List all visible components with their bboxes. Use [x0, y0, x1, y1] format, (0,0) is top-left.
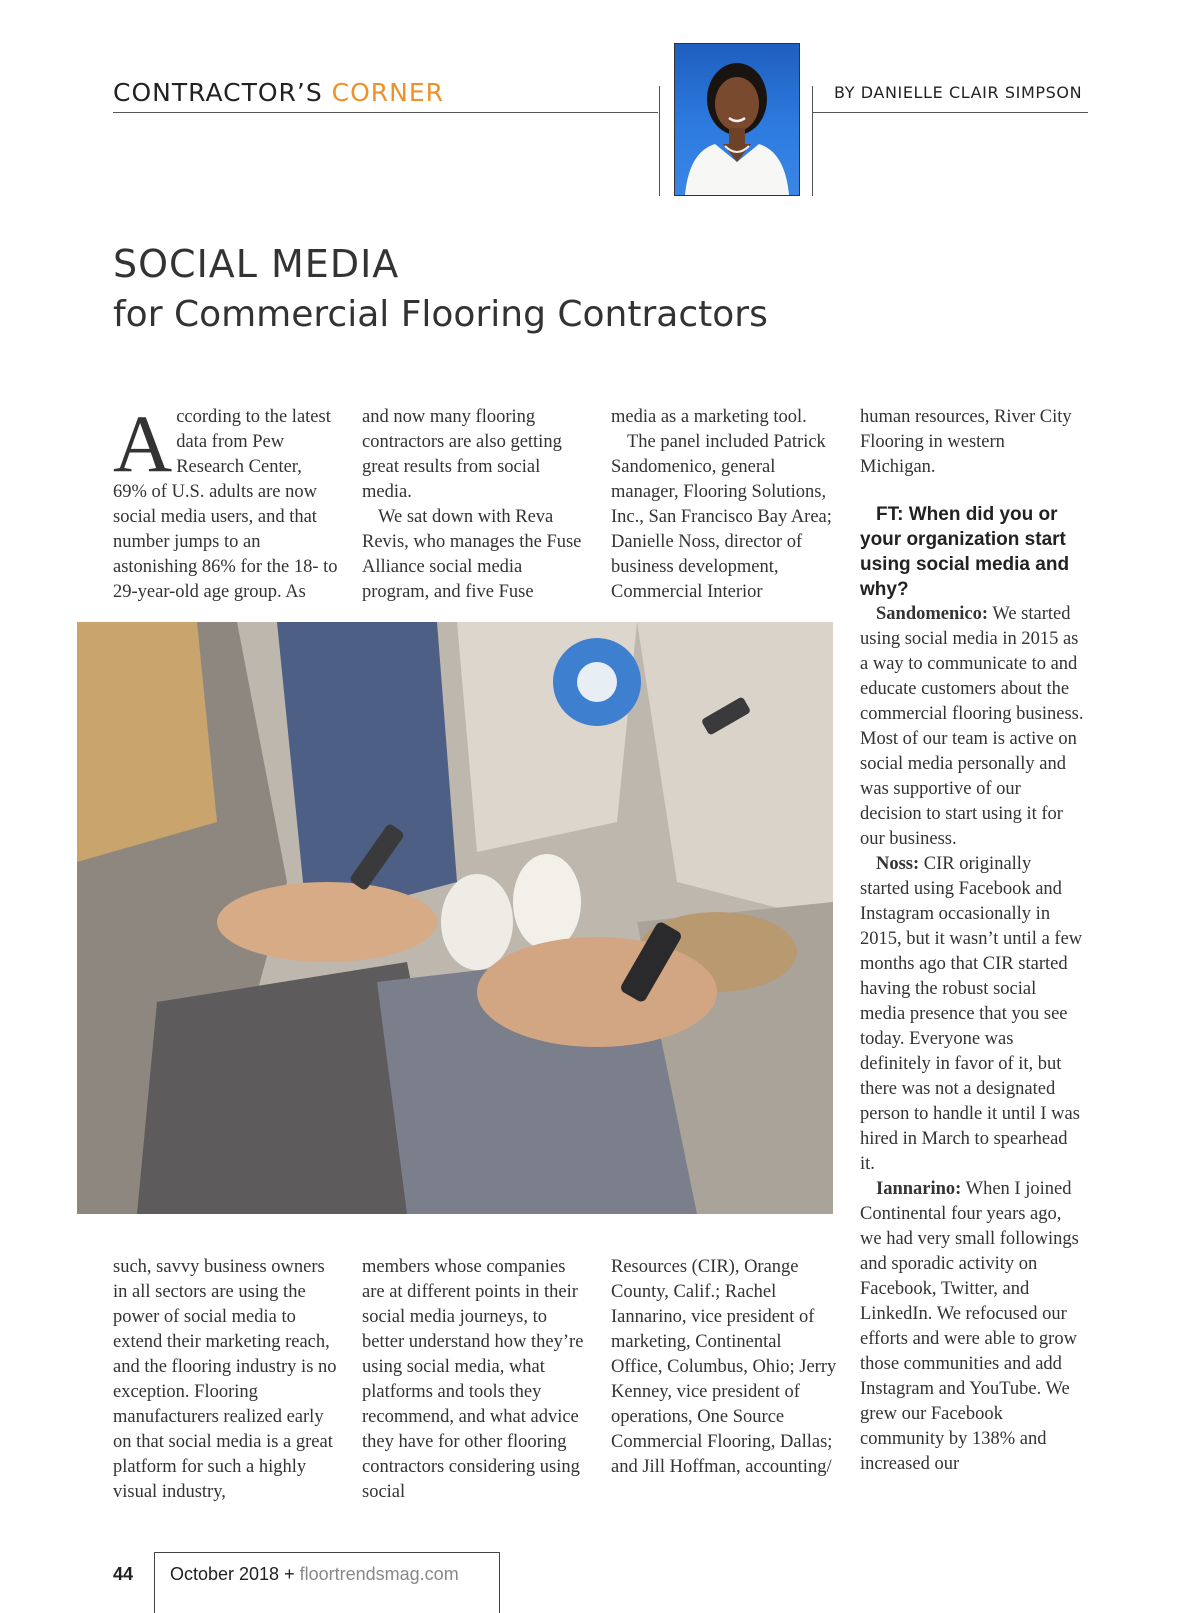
paragraph: human resources, River City Flooring in western Michigan.: [860, 407, 1072, 477]
answer-text: When I joined Continental four years ago, we had very small followings and sporadic activity on Facebook, Twitter, and LinkedIn. We refocused our efforts and were able to grow those communities and add Instagram and YouTube. We grew our Facebook community by 138% and increased our: [860, 1179, 1079, 1474]
issue-date: October 2018: [170, 1564, 280, 1584]
footer-separator: +: [284, 1564, 295, 1584]
paragraph: media as a marketing tool.: [611, 407, 807, 427]
answer-sandomenico: [860, 602, 1085, 852]
article-photo: [77, 622, 833, 1214]
header-rule-vertical-left: [659, 86, 660, 196]
section-heading-word2: CORNER: [331, 78, 445, 107]
people-using-phones-illustration: [77, 622, 833, 1214]
byline: BY DANIELLE CLAIR SIMPSON: [834, 83, 1083, 102]
author-portrait-illustration: [675, 44, 799, 195]
article-subtitle: for Commercial Flooring Contractors: [113, 294, 768, 335]
paragraph: The panel included Patrick Sandomenico, general manager, Flooring Solutions, Inc., San Francisco Bay Area; Danielle Noss, director of business development, Commercial Interior: [611, 432, 832, 602]
column-1-bottom: [113, 1255, 339, 1505]
header-rule-left: [113, 112, 658, 113]
page-number: 44: [113, 1564, 134, 1584]
speaker-name: Noss:: [876, 854, 920, 874]
answer-text: We started using social media in 2015 as a way to communicate to and educate customers about the commercial flooring business. Most of our team is active on social media personally and was supportive of our decision to start using it for our business.: [860, 604, 1084, 849]
column-3-top: [611, 405, 837, 605]
column-3-bottom: [611, 1255, 837, 1480]
paragraph: and now many flooring contractors are also getting great results from social media.: [362, 407, 562, 502]
paragraph: We sat down with Reva Revis, who manages the Fuse Alliance social media program, and five Fuse: [362, 507, 582, 602]
author-headshot: [674, 43, 800, 196]
section-heading-word1: CONTRACTOR’S: [113, 78, 323, 107]
speaker-name: Sandomenico:: [876, 604, 989, 624]
answer-iannarino: [860, 1177, 1085, 1477]
paragraph: members whose companies are at different points in their social media journeys, to better understand how they’re using social media, what platforms and tools they recommend, and what advice they have for other flooring contractors considering using social: [362, 1257, 584, 1502]
interview-question: FT: When did you or your organization start using social media and why?: [860, 504, 1070, 600]
article-title: SOCIAL MEDIA: [113, 242, 400, 286]
speaker-name: Iannarino:: [876, 1179, 962, 1199]
intro-paragraph: ccording to the latest data from Pew Research Center, 69% of U.S. adults are now social media users, and that number jumps to an astonishing 86% for the 18- to 29-year-old age group. As: [113, 407, 338, 602]
section-heading: [113, 78, 444, 107]
drop-cap: A: [113, 398, 173, 489]
paragraph: Resources (CIR), Orange County, Calif.; Rachel Iannarino, vice president of marketing, Continental Office, Columbus, Ohio; Jerry Kenney, vice president of operations, One Source Commercial Flooring, Dallas; and Jill Hoffman, accounting/: [611, 1257, 837, 1477]
column-2-top: [362, 405, 588, 605]
paragraph: such, savvy business owners in all sectors are using the power of social media to extend their marketing reach, and the flooring industry is no exception. Flooring manufacturers realized early on that social media is a great platform for such a highly visual industry,: [113, 1257, 337, 1502]
footer-website: floortrendsmag.com: [299, 1564, 459, 1584]
column-1-top: [113, 398, 339, 605]
header-rule-right: [813, 112, 1088, 113]
column-4: [860, 405, 1085, 1477]
header-rule-vertical-right: [812, 86, 813, 196]
column-2-bottom: [362, 1255, 588, 1505]
answer-noss: [860, 852, 1085, 1177]
answer-text: CIR originally started using Facebook and Instagram occasionally in 2015, but it wasn’t until a few months ago that CIR started having the robust social media presence that you see today. Everyone was definitely in favor of it, but there was not a designated person to handle it until I was hired in March to spearhead it.: [860, 854, 1083, 1174]
footer-issue-line: [170, 1564, 459, 1585]
